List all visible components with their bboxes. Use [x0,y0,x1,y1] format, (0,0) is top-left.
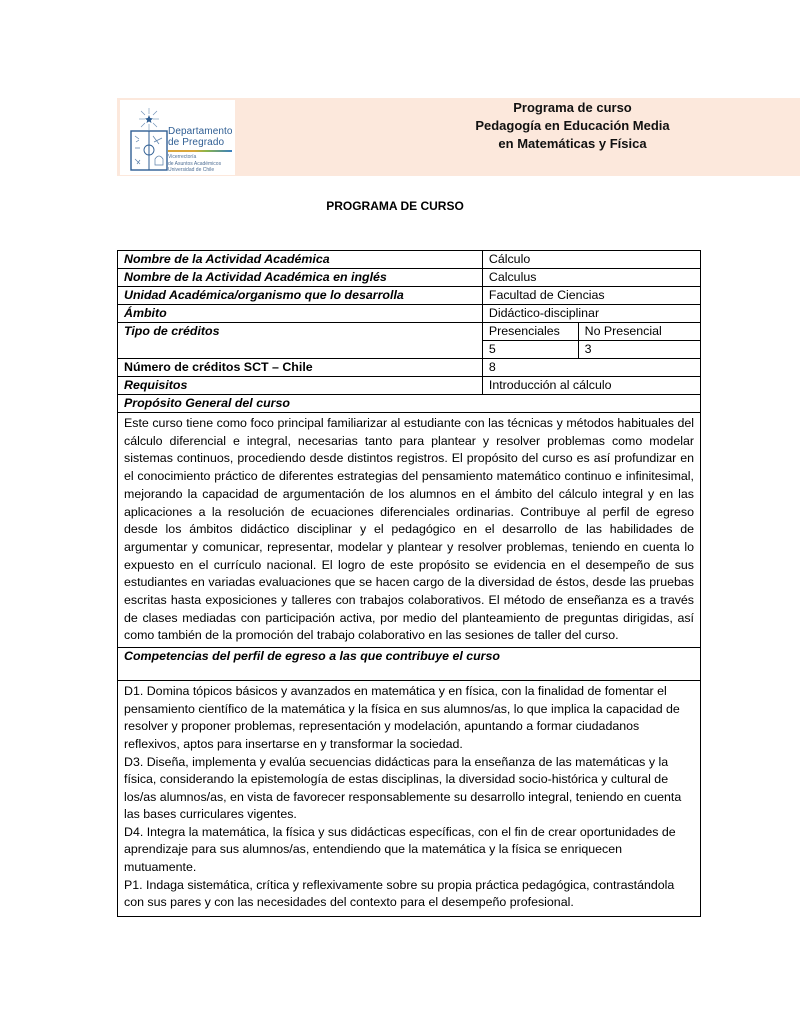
row-label: Nombre de la Actividad Académica en inglés [118,269,483,287]
row-value: Didáctico-disciplinar [482,305,700,323]
creditos-label: Tipo de créditos [118,323,483,359]
header-title-line: Pedagogía en Educación Media [475,118,670,133]
logo-text [168,126,234,174]
course-info-table [117,250,701,917]
creditos-value-presenciales: 5 [482,341,578,359]
row-label: Ámbito [118,305,483,323]
table-row [118,395,701,413]
table-row [118,359,701,377]
competencia-item: D1. Domina tópicos básicos y avanzados en matemática y en física, con la finalidad de fomentar el pensamiento científico de la matemática y la física en sus alumnos/as, lo que implica la capacidad de resolver y proponer problemas, representación y modelación, apuntando a formar ciudadanos reflexivos, aptos para insertarse en y transformar la sociedad. [124,684,680,751]
creditos-value-no-presencial: 3 [578,341,700,359]
sct-value: 8 [482,359,700,377]
table-row [118,287,701,305]
header-title [440,99,705,153]
row-label: Nombre de la Actividad Académica [118,251,483,269]
row-label: Unidad Académica/organismo que lo desarrolla [118,287,483,305]
header-title-line: Programa de curso [513,100,632,115]
logo-sub1: Vicerrectoría [168,154,197,160]
logo-line2: de Pregrado [168,137,225,148]
logo-line1: Departamento [168,126,233,137]
requisitos-value: Introducción al cálculo [482,377,700,395]
sct-label: Número de créditos SCT – Chile [118,359,483,377]
table-row [118,413,701,648]
competencia-item: P1. Indaga sistemática, crítica y reflexivamente sobre su propia práctica pedagógica, contrastándola con sus pares y con las necesidades del contexto para el desempeño profesional. [124,877,675,910]
logo-color-rule [168,150,232,152]
header-title-line: en Matemáticas y Física [498,136,647,151]
competencias-label: Competencias del perfil de egreso a las que contribuye el curso [118,648,701,681]
logo-sub3: Universidad de Chile [168,167,215,173]
table-row [118,269,701,287]
table-row [118,681,701,917]
table-row [118,251,701,269]
competencias-list [118,681,701,917]
competencia-item: D3. Diseña, implementa y evalúa secuencias didácticas para la enseñanza de las matemáticas y la física, considerando la epistemología de estas disciplinas, la diversidad socio-histórica y cultural de los/as alumnos/as, en vista de favorecer responsablemente su desarrollo integral, teniendo en cuenta las bases curriculares vigentes. [124,754,682,822]
creditos-header-no-presencial: No Presencial [578,323,700,341]
page-title: PROGRAMA DE CURSO [326,199,464,213]
table-row [118,648,701,681]
row-value: Facultad de Ciencias [482,287,700,305]
row-value: Calculus [482,269,700,287]
row-value: Cálculo [482,251,700,269]
university-emblem-icon [128,104,170,172]
proposito-text: Este curso tiene como foco principal familiarizar al estudiante con las técnicas y métodos habituales del cálculo diferencial e integral, necesarias tanto para plantear y resolver problemas como modelar sistemas continuos, procediendo desde distintos registros. El propósito del curso es así profundizar en el conocimiento práctico de diferentes estrategias del pensamiento matemático continuo e infinitesimal, mejorando la capacidad de argumentación de los alumnos en el ámbito del cálculo integral y en las aplicaciones a la resolución de ecuaciones diferenciales ordinarias. Contribuye al perfil de egreso desde los ámbitos didáctico disciplinar y el pedagógico en el desarrollo de las habilidades de argumentar y comunicar, representar, modelar y plantear y resolver problemas, teniendo en cuenta lo expuesto en el currículo nacional. El logro de este propósito se evidencia en el desempeño de sus estudiantes en variadas evaluaciones que se hacen cargo de la diversidad de éstos, desde las pruebas escritas hasta exposiciones y talleres con trabajos colaborativos. El método de enseñanza es a través de clases mediadas con participación activa, por medio del planteamiento de preguntas dirigidas, así como también de la promoción del trabajo colaborativo en las sesiones de taller del curso. [118,413,701,648]
table-row [118,377,701,395]
department-logo [120,100,235,175]
proposito-label: Propósito General del curso [118,395,701,413]
table-row [118,305,701,323]
competencia-item: D4. Integra la matemática, la física y sus didácticas específicas, con el fin de crear oportunidades de aprendizaje para sus alumnos/as, entendiendo que la matemática y la física se enriquecen mutuamente. [124,824,676,875]
table-row-creditos [118,323,701,341]
logo-sub2: de Asuntos Académicos [168,160,222,167]
requisitos-label: Requisitos [118,377,483,395]
creditos-header-presenciales: Presenciales [482,323,578,341]
